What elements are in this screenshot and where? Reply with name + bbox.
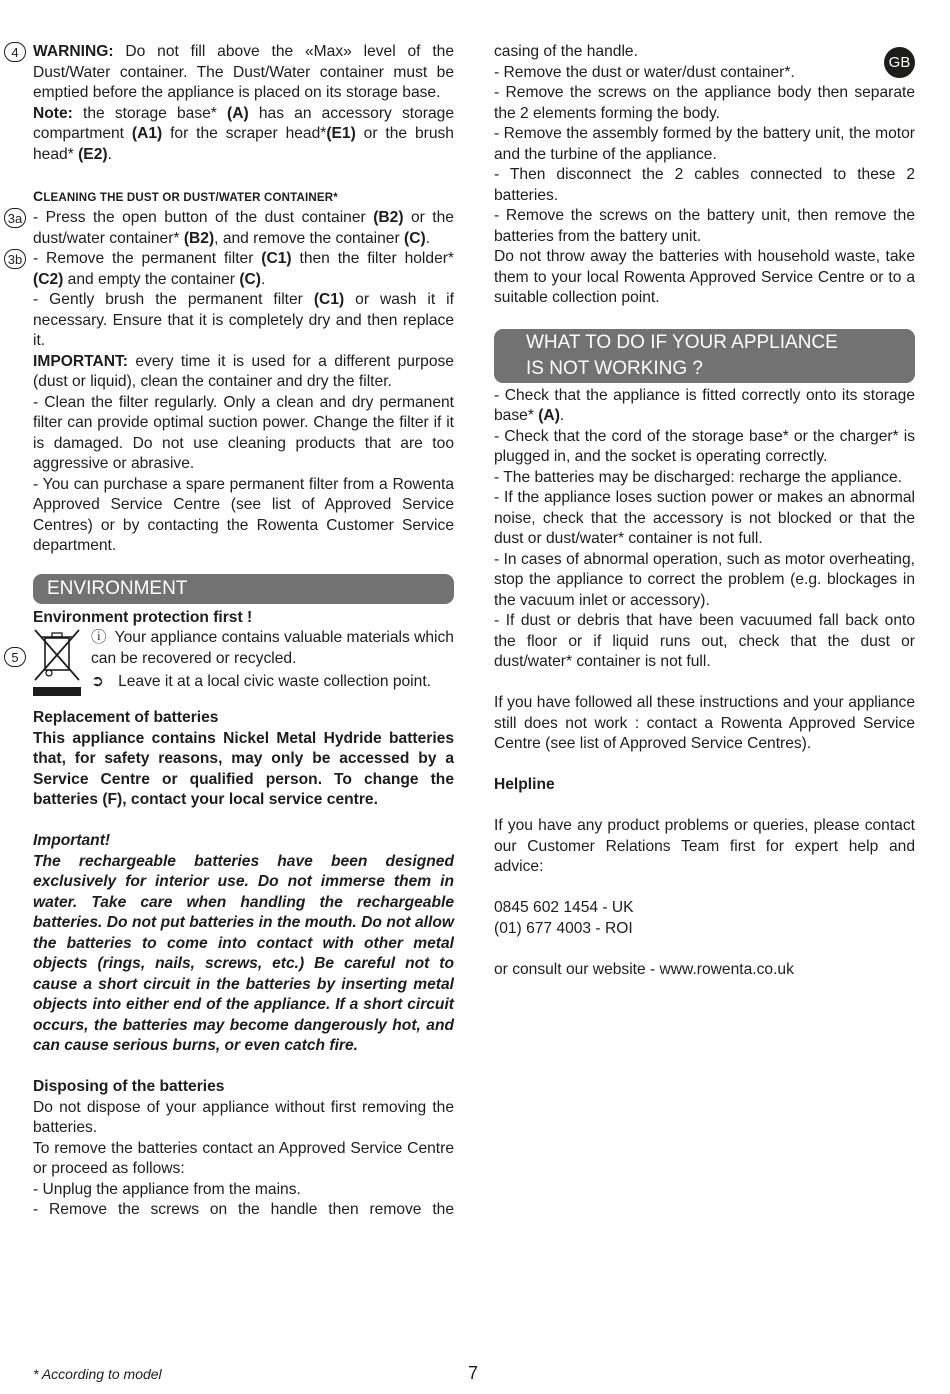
ref-a1: (A1) [131,125,163,142]
phone-uk: 0845 602 1454 - UK [494,899,634,916]
ref-b2: (B2) [183,229,215,247]
notworking-paragraph-5: - In cases of abnormal operation, such as motor overheating, stop the appliance to correct the problem (e.g. blockages in the vacuum inlet or accessory). [494,550,915,609]
step-badge-5: 5 [4,647,26,667]
arrow-icon: ➲ [91,673,105,690]
ref-b2: (B2) [373,209,404,226]
batteries-heading: Replacement of batteries [33,709,219,726]
notworking-paragraph-1 [494,386,915,427]
notworking-paragraph-3: - The batteries may be discharged: recharge the appliance. [494,468,902,486]
heading-rest: LEANING THE DUST OR DUST/WATER CONTAINER* [43,191,338,204]
ref-c1: (C1) [261,250,292,267]
step-badge-4: 4 [4,42,26,62]
warning-text: Do not fill above the «Max» level of the Dust/Water container. The Dust/Water container must be emptied before the appliance is placed on its storage base. [33,43,454,101]
cleaning-heading [33,186,454,209]
note-text: has an accessory storage compartment [33,104,454,142]
ref-c1: (C1) [313,291,345,308]
text: - Press the open button of the dust container [33,209,366,226]
important-label: IMPORTANT: [33,352,128,370]
bar-line-2: IS NOT WORKING ? [526,357,704,379]
cleaning-step-3a [7,208,454,249]
left-column [7,42,454,1221]
environment-recycle-block [11,628,454,698]
cleaning-paragraph-4: - Clean the filter regularly. Only a clean and dry permanent filter can provide optimal suction power. Change the filter if it is damaged. Do not use cleaning products that are too aggressive or abrasive. [33,393,454,472]
note-label: Note: [33,104,73,122]
disposing-paragraph-3: - Unplug the appliance from the mains. [33,1180,301,1198]
collection-line [91,672,454,693]
page-number: 7 [468,1363,479,1383]
text: or the dust/water container* [33,209,454,247]
disposing-cont-6: - Remove the screws on the battery unit, then remove the batteries from the battery unit. [494,207,915,245]
text: then the filter holder* [299,250,454,267]
disposing-heading: Disposing of the batteries [33,1078,225,1095]
note-text: the storage base* [83,104,217,122]
note-text: . [107,145,112,163]
important-paragraph [33,352,454,393]
bar-line-1: WHAT TO DO IF YOUR APPLIANCE [526,331,838,353]
ref-c: (C) [404,229,426,247]
step-badge-3a: 3a [4,208,26,228]
text: - Remove the permanent filter [33,250,254,267]
batteries-text: This appliance contains Nickel Metal Hydride batteries that, for safety reasons, may only be accessed by a Service Centre or qualified person. To change the batteries (F), contact your local service centre. [33,729,454,808]
crossed-bin-icon [33,628,81,698]
helpline-heading: Helpline [494,776,555,793]
notworking-paragraph-6: - If dust or debris that have been vacuumed fall back onto the floor or if liquid runs out, check that the dust or dust/water* container is not full. [494,612,915,670]
disposing-paragraph-2: To remove the batteries contact an Approved Service Centre or proceed as follows: [33,1139,454,1177]
helpline-paragraph: If you have any product problems or queries, please contact our Customer Relations Team first for expert help and advice: [494,817,915,875]
right-column [494,42,915,980]
note-paragraph [33,104,454,166]
warning-section [11,42,454,165]
ref-a: (A) [227,104,249,122]
important-battery-text: The rechargeable batteries have been designed exclusively for interior use. Do not immerse them in water. Take care when handling the rechargeable batteries. Do not put batteries in the mouth. Do not allow the batteries to come into contact with other metal objects (rings, nails, screws, etc.) Be careful not to cause a short circuit in the batteries by inserting metal objects into either end of the appliance. If a short circuit occurs, the batteries may become dangerously hot, and can cause serious burns, or even catch fire. [33,852,454,1054]
text: , and remove the container [214,229,400,247]
warning-label: WARNING: [33,43,114,60]
cleaning-paragraph-2 [33,249,454,290]
note-text: or the brush head* [33,125,454,163]
ref-e1: (E1) [326,125,356,142]
cleaning-paragraph-3 [33,290,454,352]
disposing-cont-7: Do not throw away the batteries with household waste, take them to your local Rowenta Approved Service Centre or to a suitable collection point. [494,248,915,306]
ref-e2: (E2) [78,145,108,163]
ref-c2: (C2) [33,270,64,288]
cleaning-step-3b [7,249,454,290]
website-line: or consult our website - www.rowenta.co.uk [494,960,794,978]
important-heading: Important! [33,832,111,849]
text: or wash it if necessary. Ensure that it is completely dry and then replace it. [33,291,454,349]
notworking-paragraph-4: - If the appliance loses suction power or makes an abnormal noise, check that the accessory is not blocked or that the dust or dust/water* container is not full. [494,489,915,547]
phone-roi: (01) 677 4003 - ROI [494,919,633,937]
disposing-cont-2: - Remove the dust or water/dust container*. [494,63,795,81]
text: . [559,407,565,424]
note-text: for the scraper head* [170,125,327,142]
recycle-line [91,628,454,669]
disposing-paragraph-1: Do not dispose of your appliance without first removing the batteries. [33,1098,454,1136]
recycle-text: Your appliance contains valuable materials which can be recovered or recycled. [91,629,454,667]
footnote: * According to model [33,1366,162,1382]
cleaning-paragraph-5: - You can purchase a spare permanent filter from a Rowenta Approved Service Centre (see list of Approved Service Centres) or by contacting the Rowenta Customer Service department. [33,475,454,554]
environment-subheading: Environment protection first ! [33,608,253,626]
text: - Check that the appliance is fitted correctly onto its storage base* [494,386,915,424]
environment-text [91,628,454,693]
text: and empty the container [67,270,235,288]
ref-c: (C) [239,270,261,288]
notworking-paragraph-2: - Check that the cord of the storage base* or the charger* is plugged in, and the socket is operating correctly. [494,427,915,465]
environment-section-bar: ENVIRONMENT [33,574,454,604]
disposing-cont-4: - Remove the assembly formed by the battery unit, the motor and the turbine of the appliance. [494,125,915,163]
collection-text: Leave it at a local civic waste collection point. [118,673,431,690]
disposing-cont-3: - Remove the screws on the appliance body then separate the 2 elements forming the body. [494,84,915,122]
cleaning-paragraph-1 [33,208,454,249]
important-text: every time it is used for a different purpose (dust or liquid), clean the container and dry the filter. [33,352,454,390]
step-badge-3b: 3b [4,249,26,269]
disposing-cont-1: casing of the handle. [494,43,638,60]
not-working-section-bar [494,329,915,383]
warning-paragraph [33,42,454,104]
text: - Gently brush the permanent filter [33,291,303,308]
text: . [260,270,266,288]
disposing-paragraph-4: - Remove the screws on the handle then remove the [33,1201,454,1218]
disposing-cont-5: - Then disconnect the 2 cables connected to these 2 batteries. [494,166,915,204]
notworking-paragraph-7: If you have followed all these instructions and your appliance still does not work : contact a Rowenta Approved Service Centre (see list of Approved Service Centres). [494,694,915,752]
ref-a: (A) [538,407,560,424]
text: . [425,229,431,247]
language-badge: GB [884,47,915,78]
info-icon: ⓘ [91,629,107,646]
heading-cap: C [33,187,44,204]
